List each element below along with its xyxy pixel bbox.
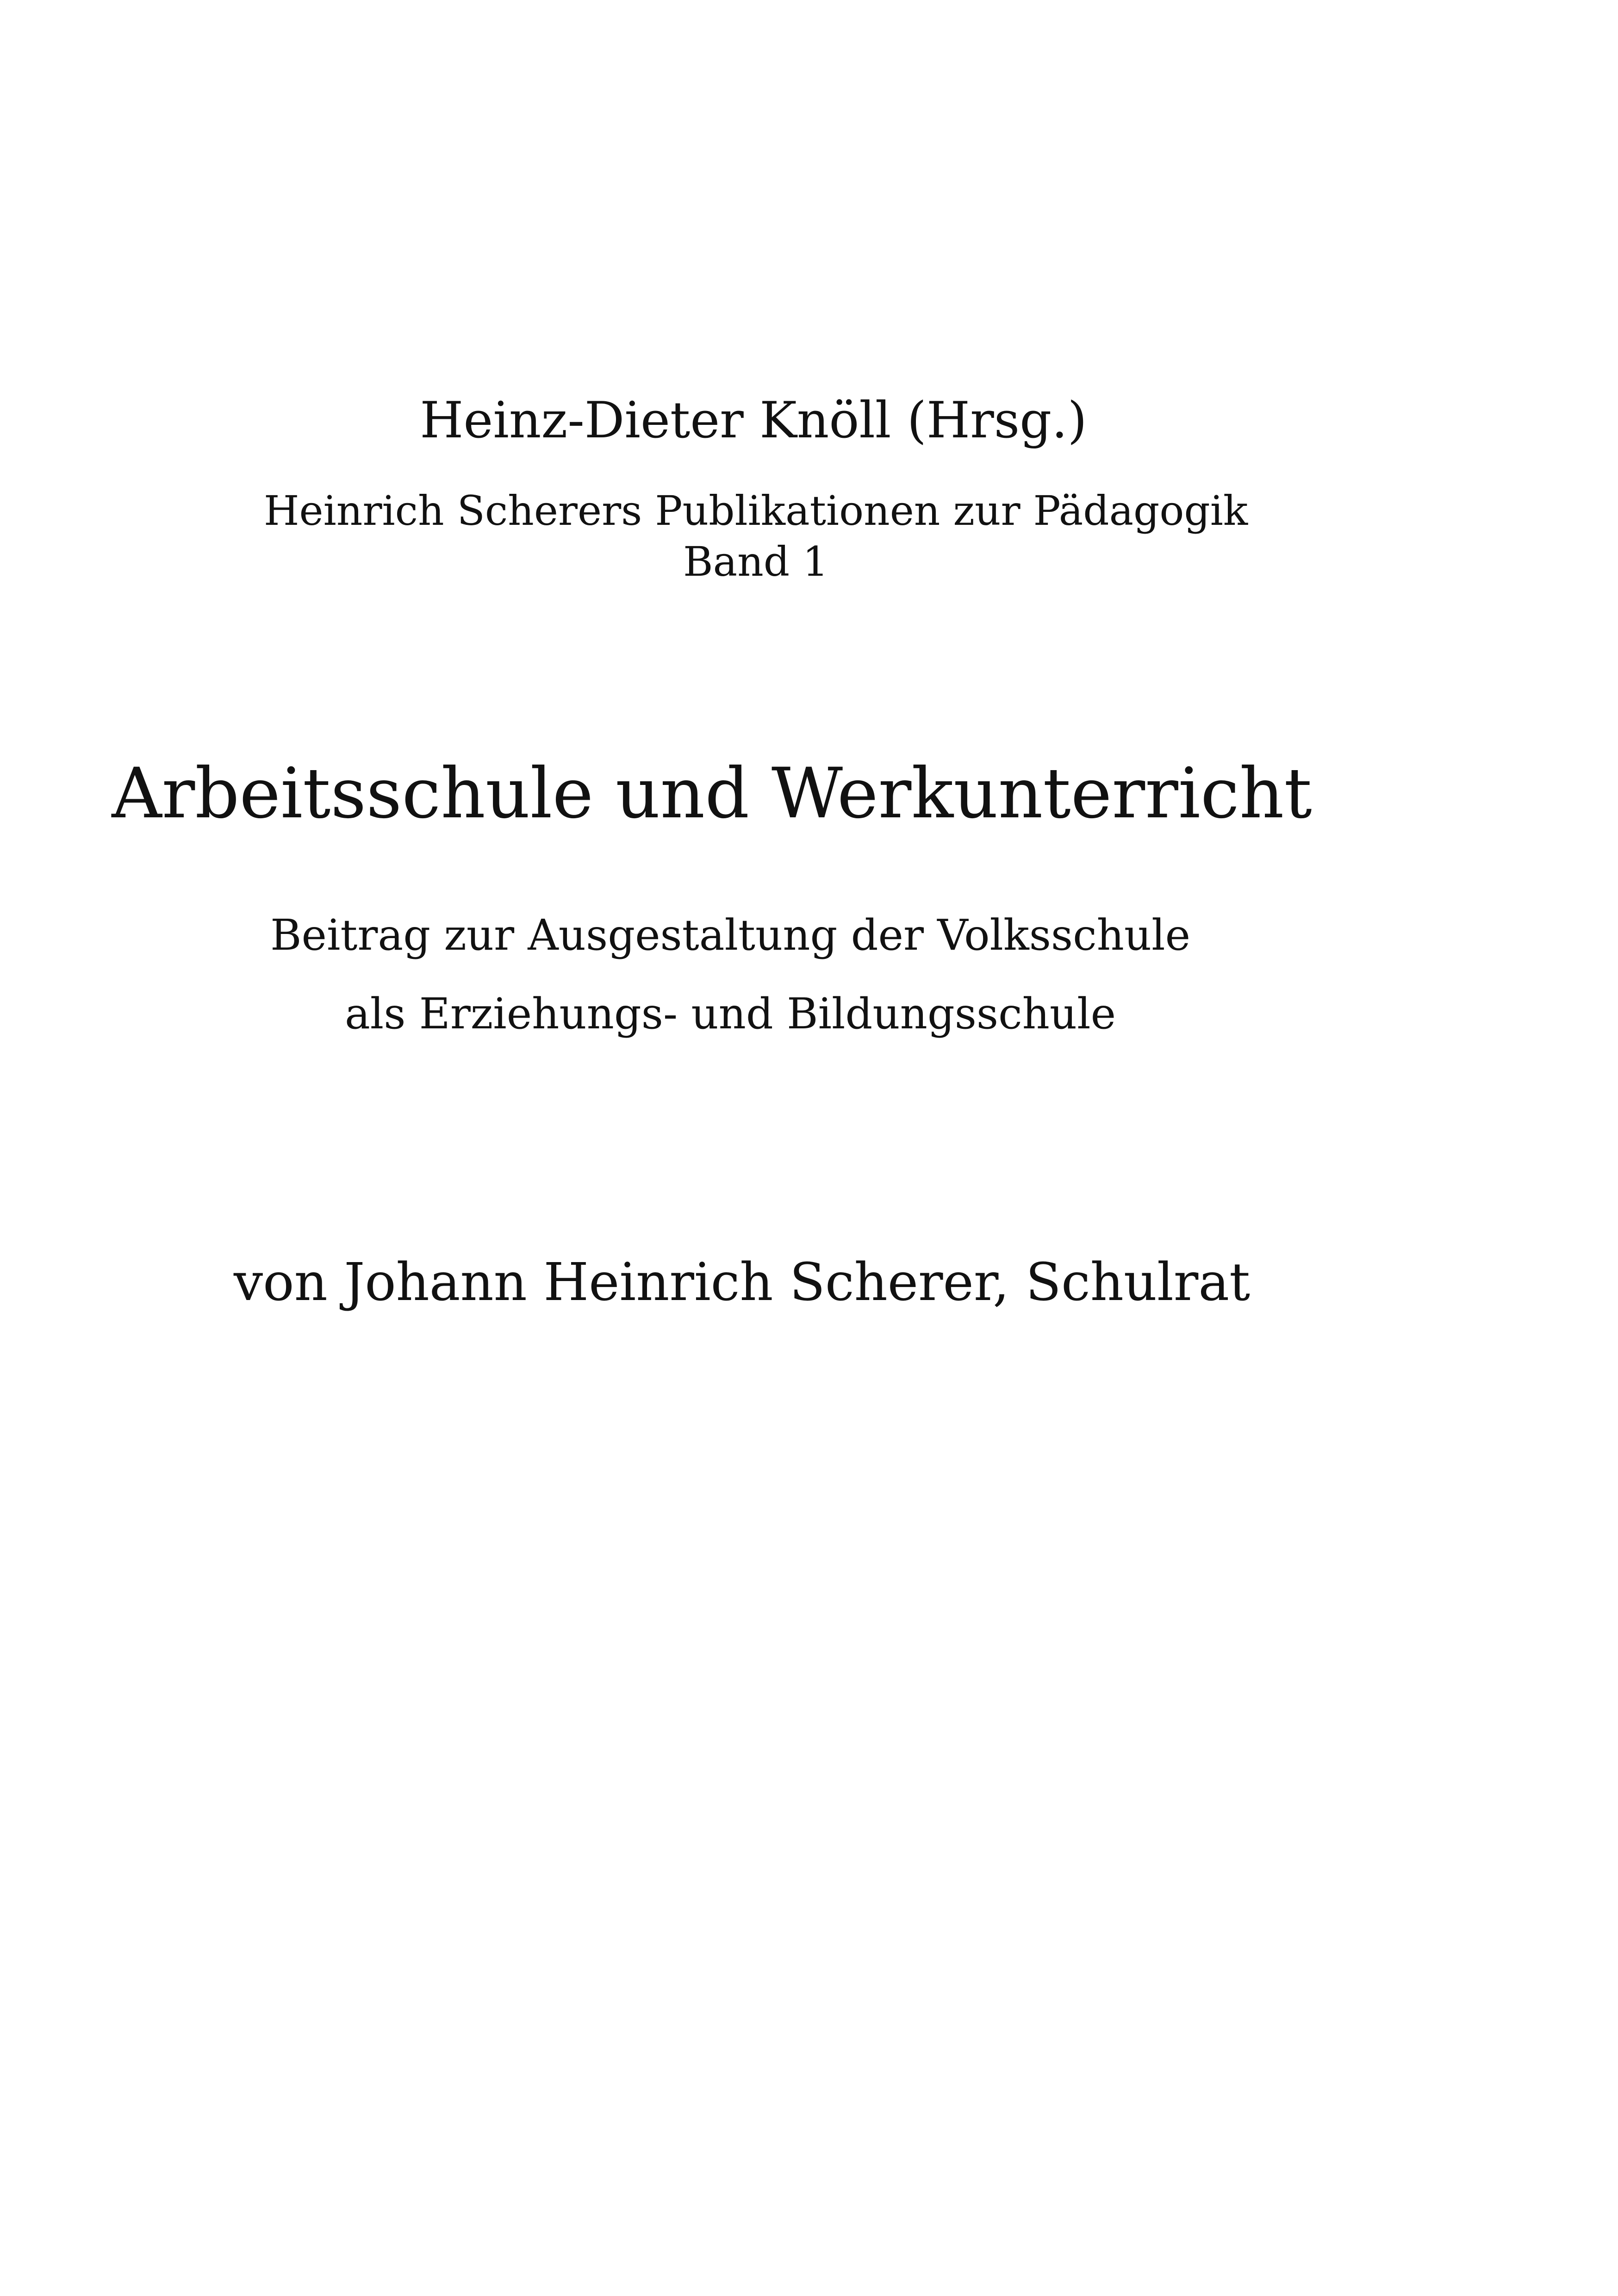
book-title: Arbeitsschule und Werkunterricht bbox=[112, 753, 1312, 834]
author-line: von Johann Heinrich Scherer, Schulrat bbox=[233, 1252, 1251, 1313]
editor-line: Heinz-Dieter Knöll (Hrsg.) bbox=[420, 392, 1087, 449]
subtitle-line-1: Beitrag zur Ausgestaltung der Volksschule bbox=[270, 910, 1191, 960]
volume-label: Band 1 bbox=[683, 538, 829, 585]
series-title: Heinrich Scherers Publikationen zur Pädagogik bbox=[263, 487, 1248, 535]
subtitle-line-2: als Erziehungs- und Bildungsschule bbox=[344, 989, 1116, 1039]
